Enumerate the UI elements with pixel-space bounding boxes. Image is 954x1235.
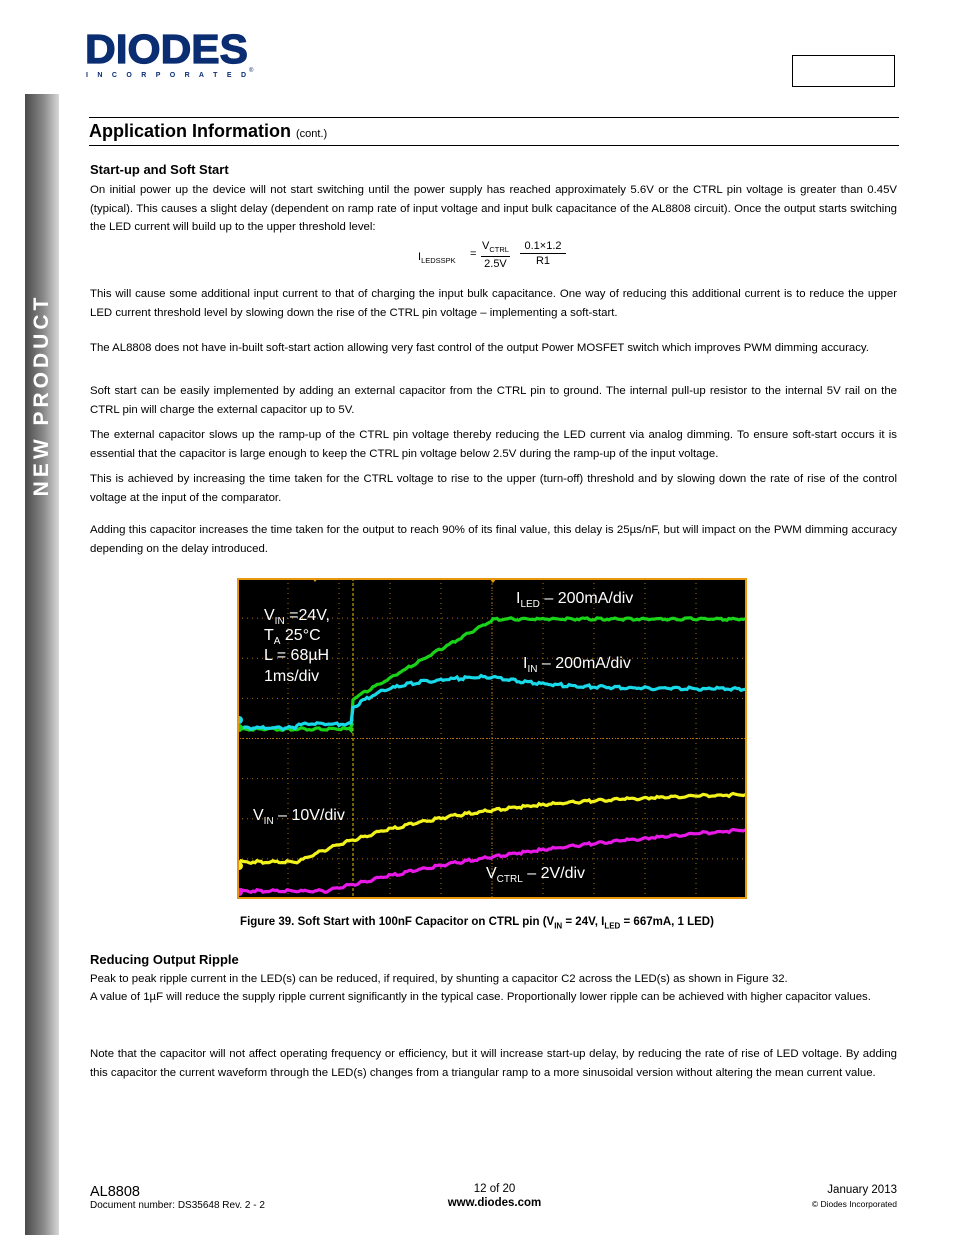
logo-wordmark: DIODES <box>85 30 248 72</box>
formula-fraction-2: $\frac{0.1\times 1.2}{R1}$ <box>520 240 566 268</box>
oscilloscope-capture <box>237 578 747 899</box>
iledsspk-formula <box>418 240 588 276</box>
cond-timebase: 1ms/div <box>264 668 320 685</box>
section-title-text: Application Information <box>89 121 291 141</box>
formula-fraction-1: $V_{CTRL}$ 2.5V <box>482 240 509 271</box>
footer-model: AL8808 <box>90 1184 140 1200</box>
label-vin: $V_{IN} - 10V/div$ <box>253 807 345 827</box>
diodes-logo <box>85 30 260 80</box>
softstart-paragraph-4: Soft start can be easily implemented by adding an external capacitor from the CTRL pin to ground. The internal pull-up resistor to the internal 5V rail on the CTRL pin will charge the external capacitor up to 5V. <box>90 385 897 416</box>
title-rule-bottom <box>89 145 899 146</box>
ripple-heading: Reducing Output Ripple <box>90 952 239 967</box>
ripple-paragraph-1: Peak to peak ripple current in the LED(s) can be reduced, if required, by shunting a capacitor C2 across the LED(s) as shown in Figure 32. <box>90 973 788 985</box>
footer-website-link[interactable]: www.diodes.com <box>447 1197 542 1209</box>
cond-vin: $V_{IN} =24V$, <box>264 607 330 627</box>
section-title <box>89 121 327 142</box>
figure-caption: Figure 39. Soft Start with 100nF Capacitor on CTRL pin ($V_{IN} = 24V$, $I_{LED} = 667mA$, 1 LED) <box>240 916 714 931</box>
formula-equals: = <box>470 248 477 260</box>
softstart-paragraph-7: Adding this capacitor increases the time taken for the output to reach 90% of its final value, this delay is 25µs/nF, but will impact on the PWM dimming accuracy depending on the delay introduced. <box>90 524 897 555</box>
softstart-paragraph-2: This will cause some additional input current to that of charging the input bulk capacitance. One way of reducing this additional current is to reduce the upper LED current threshold level by slowing down the rise of the CTRL pin voltage – implementing a soft-start. <box>90 288 897 319</box>
formula-lhs: $I_{LEDSSPK}$ <box>418 251 456 266</box>
softstart-heading: Start-up and Soft Start <box>90 162 229 177</box>
label-vctrl: $V_{CTRL} - 2V/div$ <box>486 865 586 885</box>
footer-page-number: 12 of 20 <box>473 1183 516 1195</box>
logo-registered-mark: ® <box>249 68 254 74</box>
logo-subtitle: I N C O R P O R A T E D <box>86 72 246 79</box>
title-rule-top <box>89 117 899 118</box>
label-iin: $I_{IN} - 200mA/div$ <box>523 655 631 675</box>
header-part-box <box>792 55 895 87</box>
softstart-paragraph-1: On initial power up the device will not start switching until the power supply has reached approximately 5.6V or the CTRL pin voltage is greater than 0.45V (typical). This causes a slight delay (dependent on ramp rate of input voltage and input bulk capacitance of the AL8808 circuit). Once the output starts switching the LED current will build up to the upper threshold level: <box>90 184 897 233</box>
softstart-paragraph-5: The external capacitor slows up the ramp-up of the CTRL pin voltage thereby reducing the LED current via analog dimming. To ensure soft-start occurs it is essential that the capacitor is large enough to keep the CTRL pin voltage below 2.5V during the ramp-up of the input voltage. <box>90 429 897 460</box>
softstart-paragraph-3: The AL8808 does not have in-built soft-start action allowing very fast control of the output Power MOSFET switch which improves PWM dimming accuracy. <box>90 342 869 354</box>
footer-doc-number: Document number: DS35648 Rev. 2 - 2 <box>90 1200 265 1211</box>
footer-date: January 2013 <box>827 1184 897 1196</box>
softstart-paragraph-6: This is achieved by increasing the time taken for the CTRL voltage to rise to the upper (turn-off) threshold and by slowing down the rate of rise of the control voltage at the input of the comparator. <box>90 473 897 504</box>
cond-inductance: L = 68µH <box>264 647 330 664</box>
sidebar-band <box>25 94 59 1235</box>
ripple-paragraph-3: Note that the capacitor will not affect operating frequency or efficiency, but it will increase start-up delay, by reducing the rate of rise of LED voltage. By adding this capacitor the current waveform through the LED(s) changes from a triangular ramp to a more sinusoidal version without altering the mean current value. <box>90 1048 897 1079</box>
sidebar-label: NEW PRODUCT <box>30 293 53 497</box>
ripple-paragraph-2: A value of 1µF will reduce the supply ripple current significantly in the typical case. Proportionally lower ripple can be achieved with higher capacitor values. <box>90 991 871 1003</box>
footer-copyright: © Diodes Incorporated <box>811 1199 897 1209</box>
label-iled: $I_{LED} - 200mA/div$ <box>516 590 634 610</box>
cond-ta: $T_A$ 25°C <box>264 627 321 647</box>
section-title-cont: (cont.) <box>296 128 328 140</box>
